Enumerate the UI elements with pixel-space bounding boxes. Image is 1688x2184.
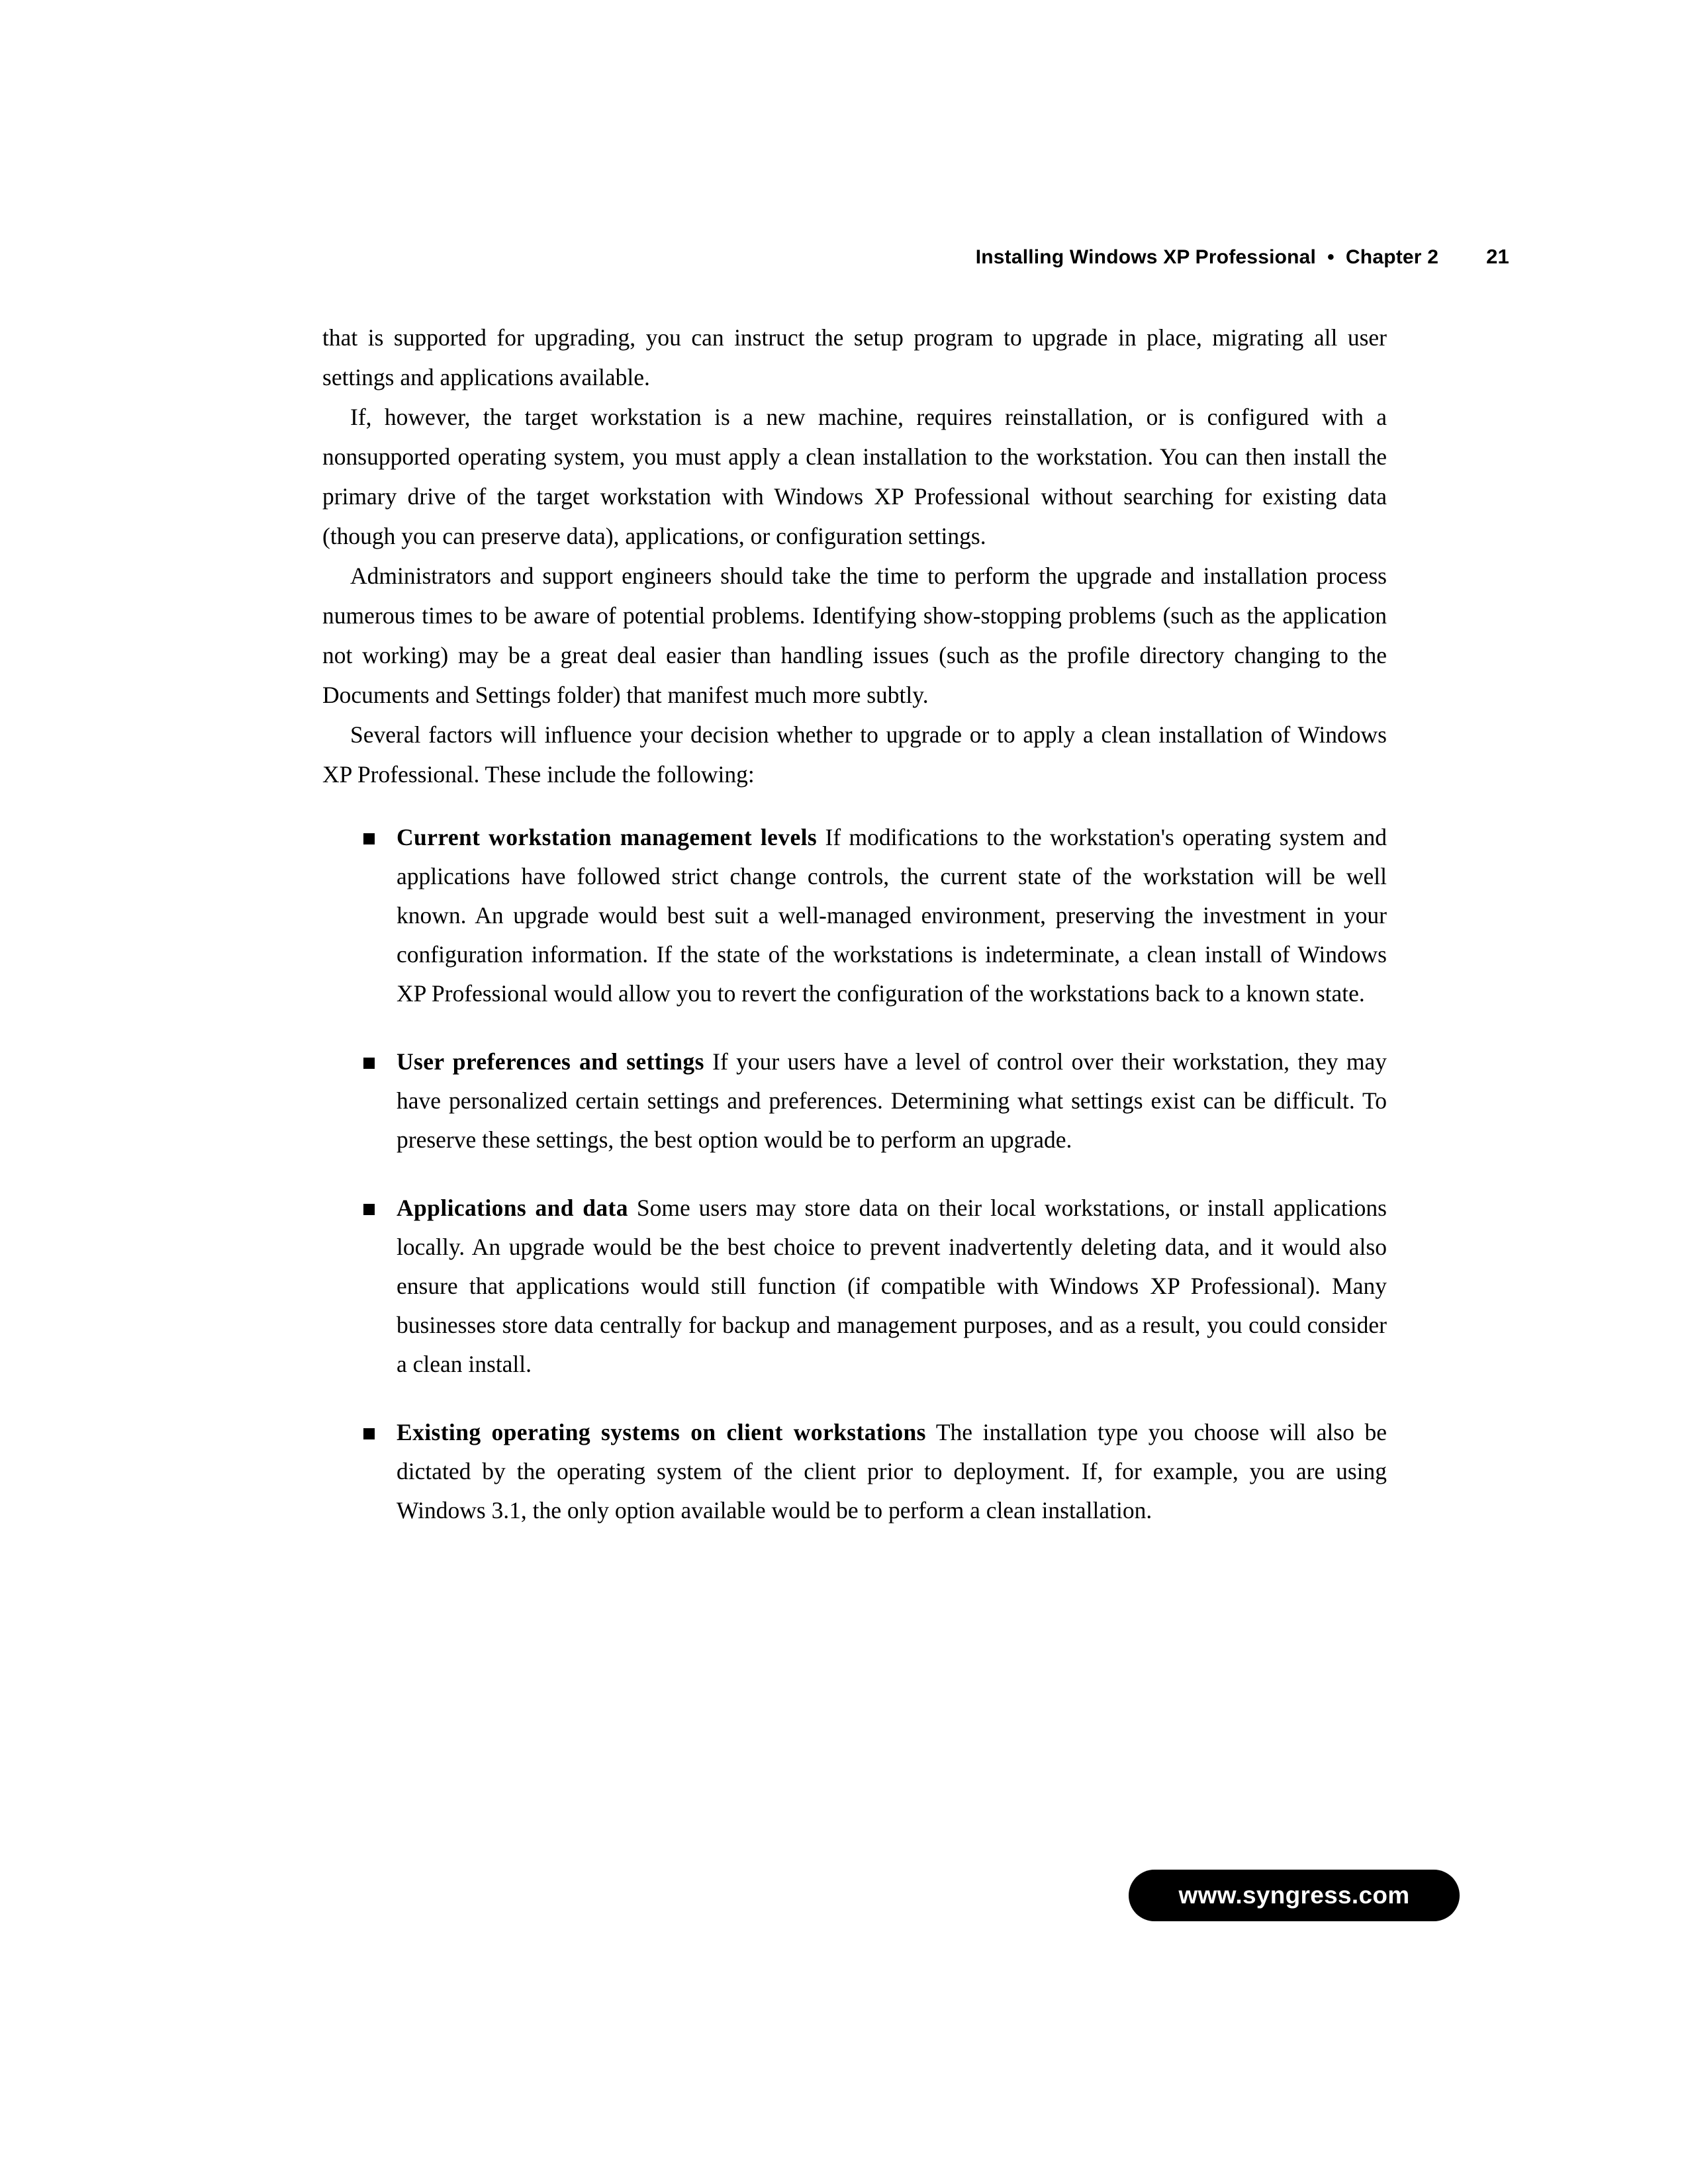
list-item: [322, 1189, 1387, 1384]
paragraph-2: If, however, the target workstation is a new machine, requires reinstallation, or is configured with a nonsupported operating system, you must apply a clean installation to the workstation. You can then install the primary drive of the target workstation with Windows XP Professional without searching for existing data (though you can preserve data), applications, or configuration settings.: [322, 404, 1387, 549]
list-item: [322, 818, 1387, 1013]
list-item-text: If modifications to the workstation's operating system and applications have followed strict change controls, the current state of the workstation will be well known. An upgrade would best suit a well-managed environment, preserving the investment in your configuration information. If the state of the workstations is indeterminate, a clean install of Windows XP Professional would allow you to revert the configuration of the workstations back to a known state.: [397, 824, 1387, 1007]
list-item-term: Existing operating systems on client workstations: [397, 1419, 926, 1445]
square-bullet-icon: [363, 1428, 375, 1439]
square-bullet-icon: [363, 833, 375, 844]
paragraph-4: Several factors will influence your decision whether to upgrade or to apply a clean installation of Windows XP Professional. These include the following:: [322, 721, 1387, 788]
list-item-term: Current workstation management levels: [397, 824, 818, 850]
square-bullet-icon: [363, 1204, 375, 1215]
square-bullet-icon: [363, 1058, 375, 1069]
list-item-text: The installation type you choose will also be dictated by the operating system of the client prior to deployment. If, for example, you are using Windows 3.1, the only option available would be to perform a clean installation.: [397, 1419, 1387, 1524]
factors-bullet-list: [322, 818, 1387, 1530]
syngress-footer-badge[interactable]: [1129, 1870, 1460, 1921]
running-head-title: Installing Windows XP Professional • Chapter 2: [975, 246, 1439, 268]
list-item-text: If your users have a level of control over their workstation, they may have personalized certain settings and preferences. Determining what settings exist can be difficult. To preserve these settings, the best option would be to perform an upgrade.: [397, 1048, 1387, 1153]
footer-badge-label: www.syngress.com: [1178, 1882, 1410, 1909]
list-item-term: Applications and data: [397, 1195, 628, 1221]
body-column: [322, 318, 1387, 1530]
list-item-term: User preferences and settings: [397, 1048, 704, 1075]
paragraph-3: Administrators and support engineers should take the time to perform the upgrade and installation process numerous times to be aware of potential problems. Identifying show-stopping problems (such as the application not working) may be a great deal easier than handling issues (such as the profile directory changing to the Documents and Settings folder) that manifest much more subtly.: [322, 563, 1387, 708]
running-head: [324, 245, 1509, 269]
list-item: [322, 1042, 1387, 1160]
page-number: 21: [1486, 245, 1509, 268]
paragraph-1: that is supported for upgrading, you can instruct the setup program to upgrade in place, migrating all user settings and applications available.: [322, 324, 1387, 390]
list-item: [322, 1413, 1387, 1530]
list-item-text: Some users may store data on their local workstations, or install applications locally. An upgrade would be the best choice to prevent inadvertently deleting data, and it would also ensure that applications would still function (if compatible with Windows XP Professional). Many businesses store data centrally for backup and management purposes, and as a result, you could consider a clean install.: [397, 1195, 1387, 1377]
